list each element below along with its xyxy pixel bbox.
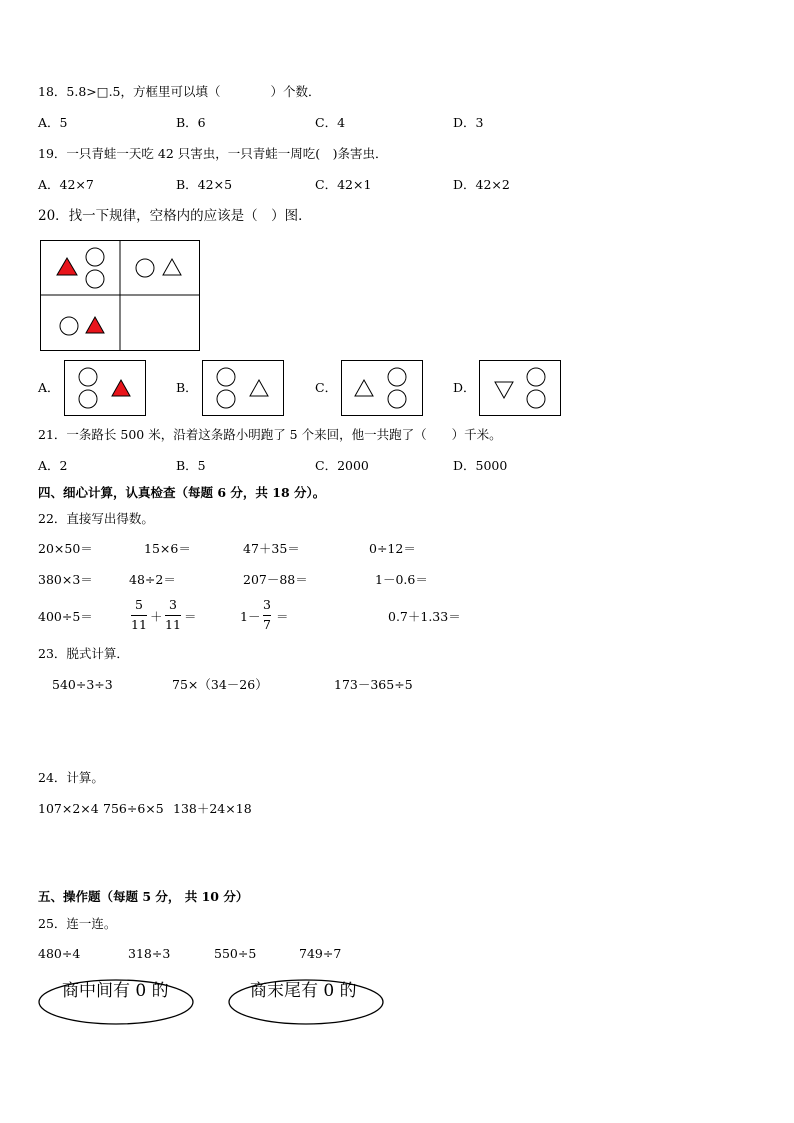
- equals-sign: ＝: [184, 609, 197, 624]
- inverted-triangle-icon: [495, 382, 513, 398]
- q25-item-4[interactable]: 749÷7: [299, 946, 342, 961]
- equals-sign: ＝: [276, 609, 289, 624]
- q24-item-1: 107×2×4: [38, 801, 99, 816]
- q18-option-d[interactable]: D．3: [453, 115, 484, 130]
- q20-stem: 20．找一下规律，空格内的应该是（ ）图．: [38, 208, 312, 224]
- circle-icon: [217, 368, 235, 386]
- numerator: 5: [134, 597, 143, 612]
- section4-title: 四、细心计算，认真检查（每题 6 分，共 18 分）。: [38, 485, 326, 500]
- q20-option-b-label[interactable]: B．: [176, 380, 198, 395]
- circle-icon: [527, 390, 545, 408]
- q21-option-d[interactable]: D．5000: [453, 458, 508, 473]
- q22-stem: 22．直接写出得数。: [38, 511, 154, 526]
- q21-option-c[interactable]: C．2000: [315, 458, 369, 473]
- fraction-bar: [165, 615, 181, 616]
- q24-item-3: 138＋24×18: [173, 801, 252, 816]
- q22-r2c4: 1－0.6＝: [375, 572, 428, 587]
- q23-item-2: 75×（34－26）: [172, 677, 268, 692]
- circle-icon: [79, 390, 97, 408]
- q22-r2c3: 207－88＝: [243, 572, 308, 587]
- q18-option-c[interactable]: C．4: [315, 115, 346, 130]
- q23-item-1: 540÷3÷3: [52, 677, 113, 692]
- fraction-bar: [131, 615, 147, 616]
- q22-r3c1: 400÷5＝: [38, 609, 93, 624]
- q20-option-c-figure[interactable]: [341, 360, 423, 416]
- q22-r2c1: 380×3＝: [38, 572, 93, 587]
- one-minus: 1－: [240, 609, 261, 624]
- q25-item-3[interactable]: 550÷5: [214, 946, 257, 961]
- q22-r1c2: 15×6＝: [144, 541, 191, 556]
- q19-stem: 19．一只青蛙一天吃 42 只害虫，一只青蛙一周吃( )条害虫．: [38, 146, 388, 161]
- q25-item-1[interactable]: 480÷4: [38, 946, 81, 961]
- triangle-icon: [250, 380, 268, 396]
- circle-icon: [86, 248, 104, 266]
- q20-option-d-label[interactable]: D．: [453, 380, 476, 395]
- red-triangle-icon: [86, 317, 104, 333]
- circle-icon: [217, 390, 235, 408]
- q18-stem: 18．5.8>□.5，方框里可以填（ ）个数．: [38, 84, 321, 99]
- q20-option-b-figure[interactable]: [202, 360, 284, 416]
- q22-fraction-3-7: [263, 599, 271, 631]
- q23-item-3: 173－365÷5: [334, 677, 413, 692]
- q22-r1c3: 47＋35＝: [243, 541, 300, 556]
- q25-stem: 25．连一连。: [38, 916, 117, 931]
- red-triangle-icon: [112, 380, 130, 396]
- circle-icon: [60, 317, 78, 335]
- circle-icon: [388, 368, 406, 386]
- q21-option-a[interactable]: A．2: [38, 458, 68, 473]
- triangle-icon: [355, 380, 373, 396]
- oval-label-middle-zero: 商中间有 0 的: [62, 981, 169, 1001]
- q21-option-b[interactable]: B．5: [176, 458, 206, 473]
- fraction-bar: [263, 615, 271, 616]
- q21-stem: 21．一条路长 500 米，沿着这条路小明跑了 5 个来回，他一共跑了（ ）千米。: [38, 427, 502, 442]
- circle-icon: [79, 368, 97, 386]
- section5-title: 五、操作题（每题 5 分， 共 10 分）: [38, 889, 249, 904]
- q20-pattern-grid: [40, 240, 200, 351]
- circle-icon: [527, 368, 545, 386]
- q18-option-b[interactable]: B．6: [176, 115, 206, 130]
- q22-r1c1: 20×50＝: [38, 541, 93, 556]
- q22-r2c2: 48÷2＝: [129, 572, 176, 587]
- q19-option-b[interactable]: B．42×5: [176, 177, 233, 192]
- denominator: 7: [263, 616, 271, 632]
- circle-icon: [86, 270, 104, 288]
- oval-label-end-zero: 商末尾有 0 的: [250, 981, 357, 1001]
- denominator: 11: [131, 616, 147, 632]
- q22-r1c4: 0÷12＝: [369, 541, 416, 556]
- q24-item-2: 756÷6×5: [103, 801, 164, 816]
- q22-r3c4: 0.7＋1.33＝: [388, 609, 461, 624]
- red-triangle-icon: [57, 258, 77, 275]
- numerator: 3: [263, 597, 271, 612]
- q24-stem: 24．计算。: [38, 770, 104, 785]
- q25-item-2[interactable]: 318÷3: [128, 946, 171, 961]
- plus-sign: ＋: [150, 609, 163, 624]
- q20-option-d-figure[interactable]: [479, 360, 561, 416]
- q18-option-a[interactable]: A．5: [38, 115, 68, 130]
- q20-option-a-figure[interactable]: [64, 360, 146, 416]
- circle-icon: [388, 390, 406, 408]
- q19-option-d[interactable]: D．42×2: [453, 177, 510, 192]
- q19-option-a[interactable]: A．42×7: [38, 177, 94, 192]
- q19-option-c[interactable]: C．42×1: [315, 177, 372, 192]
- q22-fraction-3-11: [165, 599, 181, 631]
- q20-option-a-label[interactable]: A．: [38, 380, 60, 395]
- circle-icon: [136, 259, 154, 277]
- denominator: 11: [165, 616, 181, 632]
- triangle-icon: [163, 259, 181, 275]
- q22-fraction-5-11: [131, 599, 147, 631]
- q23-stem: 23．脱式计算．: [38, 646, 129, 661]
- q20-option-c-label[interactable]: C．: [315, 380, 338, 395]
- numerator: 3: [168, 597, 177, 612]
